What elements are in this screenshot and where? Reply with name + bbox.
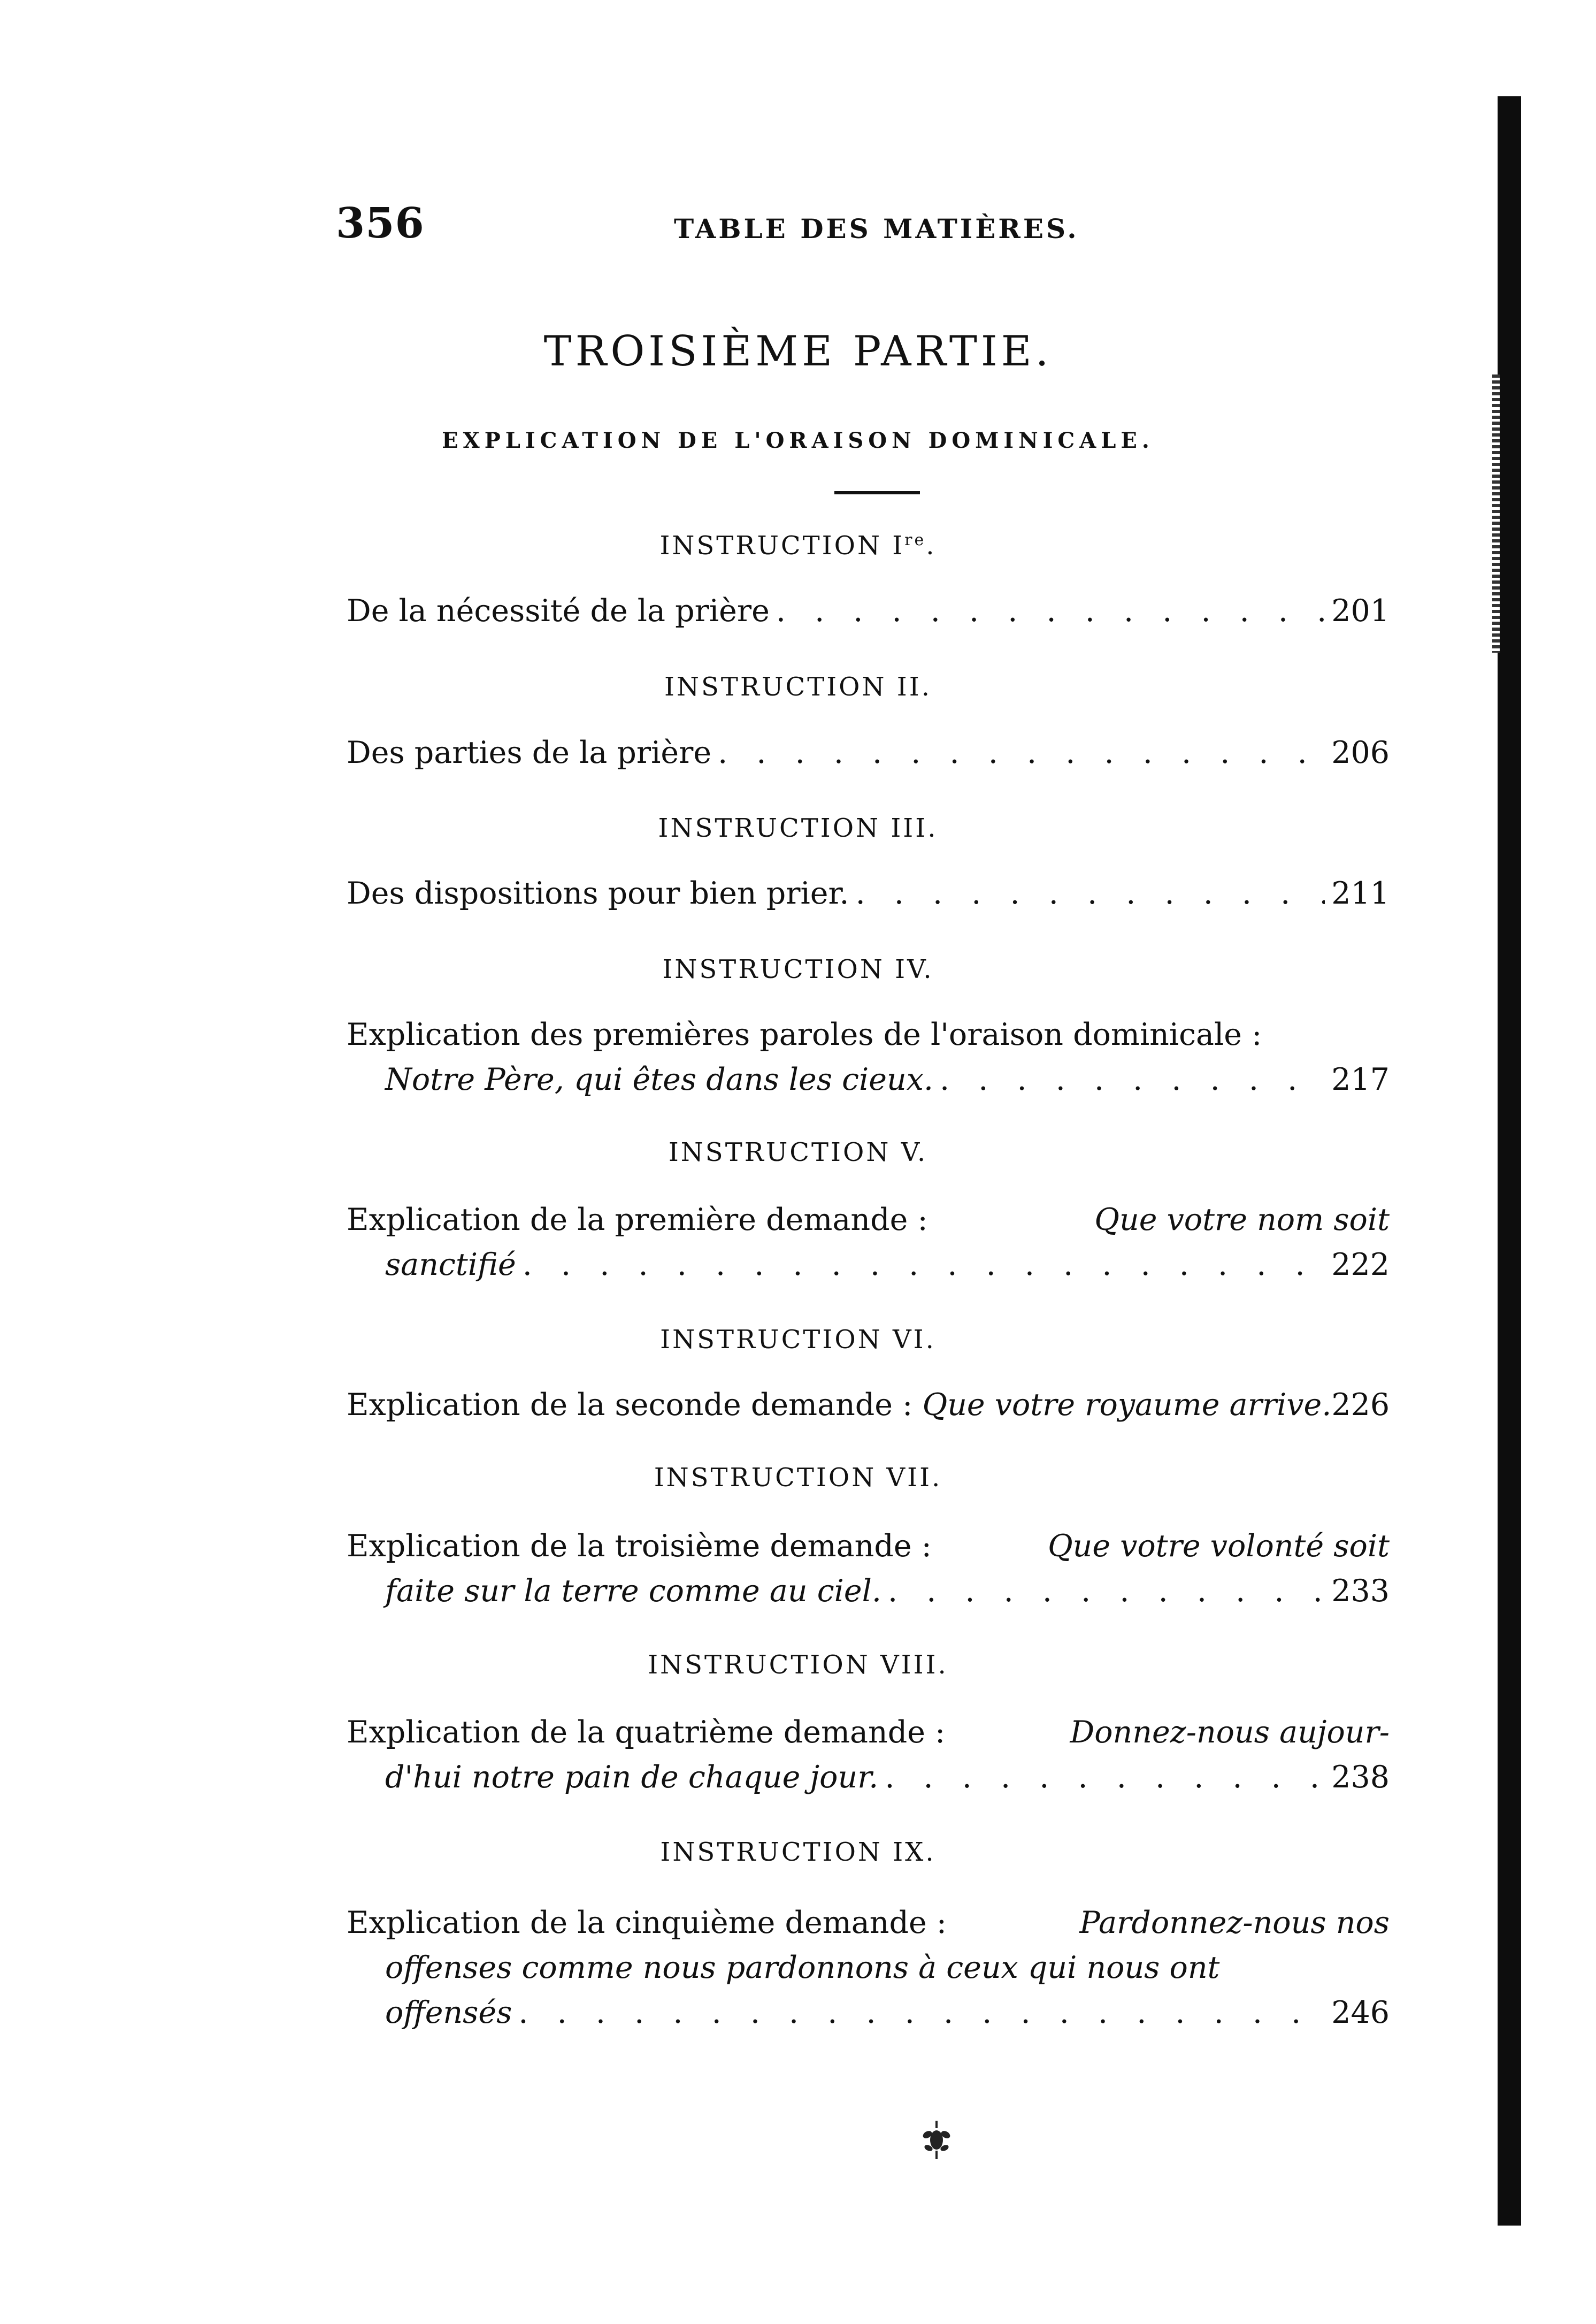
entry-text: Explication de la seconde demande : Que votre royaume arrive. (347, 1387, 1332, 1423)
entry-text: Explication de la quatrième demande : (347, 1715, 946, 1750)
toc-entry[interactable] (347, 1012, 1390, 1102)
entry-text-italic: offenses comme nous pardonnons à ceux qui nous ont (385, 1950, 1220, 1985)
part-title: TROISIÈME PARTIE. (543, 327, 1053, 376)
instruction-heading: INSTRUCTION IX. (660, 1837, 936, 1867)
page-ref: 206 (1331, 735, 1390, 770)
entry-text-italic: Que votre volonté soit (1047, 1528, 1390, 1564)
page-ref: 217 (1331, 1062, 1390, 1097)
leader-dots (888, 1569, 1325, 1614)
entry-text: Des dispositions pour bien prier. (347, 876, 849, 911)
leader-dots (856, 871, 1325, 916)
page-ref: 246 (1331, 1995, 1390, 2030)
binding-edge-texture (1492, 374, 1500, 653)
instruction-heading: INSTRUCTION III. (658, 813, 938, 843)
entry-text: Explication de la troisième demande : (347, 1528, 932, 1564)
page-ref: 233 (1331, 1573, 1390, 1609)
running-title: TABLE DES MATIÈRES. (674, 213, 1079, 244)
fleuron-icon (918, 2119, 955, 2161)
instruction-heading: INSTRUCTION II. (664, 672, 932, 702)
instruction-heading: INSTRUCTION VII. (654, 1463, 942, 1493)
entry-text-italic: offensés (385, 1995, 512, 2030)
entry-text-italic: Pardonnez-nous nos (1079, 1905, 1390, 1940)
divider-rule (834, 491, 920, 494)
entry-text: Explication de la cinquième demande : (347, 1905, 947, 1940)
entry-text-italic: Que votre nom soit (1094, 1202, 1390, 1237)
page-ref: 211 (1331, 876, 1390, 911)
entry-text-italic: Donnez-nous aujour- (1070, 1715, 1390, 1750)
toc-entry[interactable] (347, 1900, 1390, 2035)
leader-dots (523, 1242, 1325, 1287)
page-ref: 226 (1331, 1387, 1390, 1423)
page-ref: 222 (1331, 1247, 1390, 1282)
leader-dots (518, 1990, 1325, 2035)
toc-entry[interactable] (347, 588, 1390, 633)
toc-entry[interactable] (347, 730, 1390, 775)
entry-text-italic: faite sur la terre comme au ciel. (385, 1573, 881, 1609)
instruction-heading: INSTRUCTION VIII. (648, 1650, 948, 1680)
entry-text: Des parties de la prière (347, 735, 712, 770)
page-ref: 238 (1331, 1760, 1390, 1795)
instruction-heading: INSTRUCTION IV. (662, 954, 934, 984)
entry-text-italic: Notre Père, qui êtes dans les cieux. (385, 1062, 933, 1097)
toc-entry[interactable] (347, 1197, 1390, 1287)
instruction-heading: INSTRUCTION Ire. (659, 531, 937, 561)
toc-entry[interactable] (347, 1382, 1390, 1427)
entry-text: De la nécessité de la prière (347, 593, 770, 629)
toc-entry[interactable] (347, 1524, 1390, 1614)
entry-text: Explication des premières paroles de l'oraison dominicale : (347, 1017, 1262, 1052)
leader-dots (718, 730, 1325, 775)
toc-entry[interactable] (347, 1710, 1390, 1800)
page-number: 356 (336, 199, 425, 248)
instruction-heading: INSTRUCTION V. (668, 1137, 928, 1167)
toc-entry[interactable] (347, 871, 1390, 916)
entry-text-italic: sanctifié (385, 1247, 516, 1282)
entry-text: Explication de la première demande : (347, 1202, 928, 1237)
entry-text-italic: d'hui notre pain de chaque jour. (385, 1760, 879, 1795)
page-ref: 201 (1331, 593, 1390, 629)
part-subtitle: EXPLICATION DE L'ORAISON DOMINICALE. (442, 428, 1154, 453)
leader-dots (776, 588, 1325, 633)
leader-dots (885, 1755, 1325, 1800)
leader-dots (940, 1057, 1325, 1102)
instruction-heading: INSTRUCTION VI. (660, 1325, 936, 1355)
